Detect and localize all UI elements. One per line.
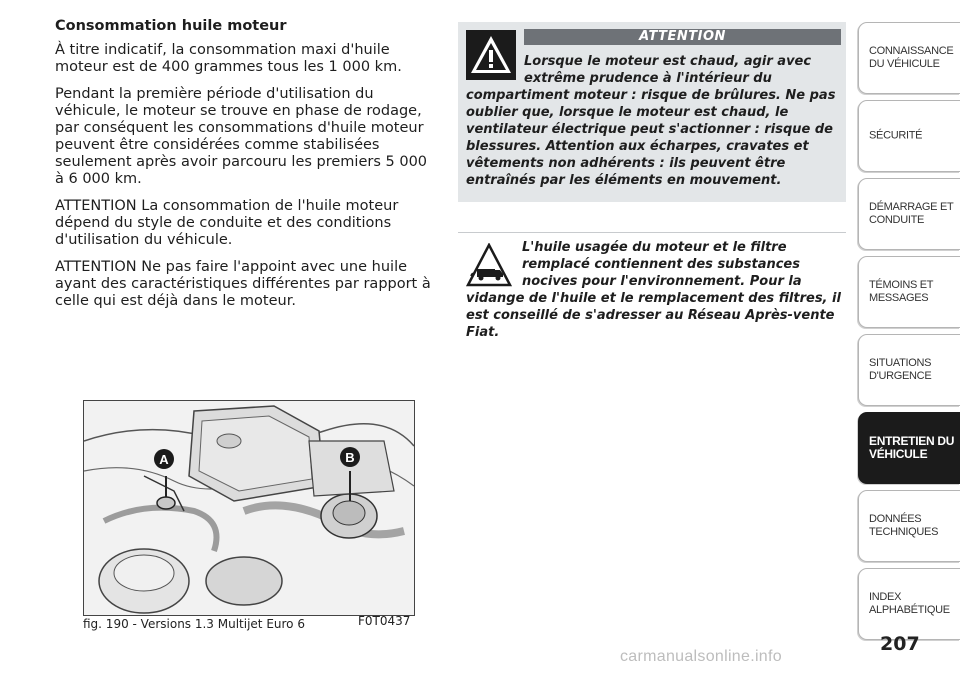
tab-demarrage-et-conduite[interactable] <box>858 178 960 250</box>
tab-situations-d-urgence[interactable] <box>858 334 960 406</box>
tab-label: CONNAISSANCE DU VÉHICULE <box>869 45 954 70</box>
tab-label: ENTRETIEN DU VÉHICULE <box>869 434 955 461</box>
paragraph-attention-topup: ATTENTION Ne pas faire l'appoint avec une huile ayant des caractéristiques différentes par rapport à celle qui est déjà dans le moteur. <box>55 259 431 309</box>
figure-code: F0T0437 <box>358 614 411 628</box>
warning-header: ATTENTION <box>524 29 841 45</box>
figure-caption: fig. 190 - Versions 1.3 Multijet Euro 6 <box>83 617 305 631</box>
engine-compartment-figure <box>83 400 415 616</box>
environment-note <box>466 239 844 341</box>
tab-label: SÉCURITÉ <box>869 129 923 142</box>
page-number: 207 <box>880 633 920 655</box>
paragraph-consumption: À titre indicatif, la consommation maxi d'huile moteur est de 400 grammes tous les 1 000 km. <box>55 42 402 75</box>
svg-text:B: B <box>345 450 355 465</box>
tab-entretien-du-vehicule[interactable] <box>858 412 960 484</box>
tab-temoins-et-messages[interactable] <box>858 256 960 328</box>
warning-text-content: Lorsque le moteur est chaud, agir avec extrême prudence à l'intérieur du compartiment moteur : risque de brûlures. Ne pas oublier que, lorsque le moteur est chaud, le ventilateur électrique peut s'actionner : risque de blessures. Attention aux écharpes, cravates et vêtements non adhérents : ils peuvent être entraînés par les éléments en mouvement. <box>466 54 836 188</box>
section-title: Consommation huile moteur <box>55 18 287 34</box>
tab-label: INDEX ALPHABÉTIQUE <box>869 591 950 616</box>
svg-text:A: A <box>159 452 169 467</box>
chapter-tabs <box>858 22 960 646</box>
warning-box <box>458 22 846 202</box>
watermark: carmanualsonline.info <box>620 648 782 665</box>
divider <box>458 232 846 233</box>
left-column <box>55 18 440 320</box>
callout-b <box>340 447 360 467</box>
environment-note-text: L'huile usagée du moteur et le filtre remplacé contiennent des substances nocives pour l'environnement. Pour la vidange de l'huile et le remplacement des filtres, il est conseillé de s'adresser au Réseau Après-vente Fiat. <box>466 240 841 340</box>
tab-index-alphabetique[interactable] <box>858 568 960 640</box>
tab-label: DÉMARRAGE ET CONDUITE <box>869 201 954 226</box>
tab-label: TÉMOINS ET MESSAGES <box>869 279 934 304</box>
tab-donnees-techniques[interactable] <box>858 490 960 562</box>
tab-label: DONNÉES TECHNIQUES <box>869 513 939 538</box>
tab-securite[interactable] <box>858 100 960 172</box>
callout-a <box>154 449 174 469</box>
tab-label: SITUATIONS D'URGENCE <box>869 357 932 382</box>
warning-text <box>466 53 838 189</box>
paragraph-attention-style: ATTENTION La consommation de l'huile moteur dépend du style de conduite et des conditions d'utilisation du véhicule. <box>55 198 399 248</box>
paragraph-running-in: Pendant la première période d'utilisation du véhicule, le moteur se trouve en phase de rodage, par conséquent les consommations d'huile moteur peuvent être considérées comme stabilisées seulement après avoir parcouru les premiers 5 000 à 6 000 km. <box>55 86 428 187</box>
tab-connaissance-du-vehicule[interactable] <box>858 22 960 94</box>
